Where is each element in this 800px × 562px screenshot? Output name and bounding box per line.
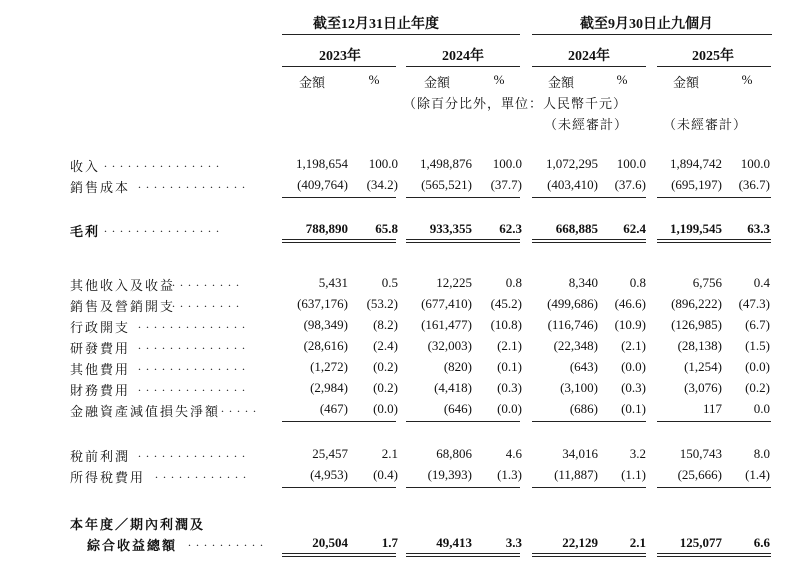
cell-admin-expenses-9m2025-pct: (6.7) [745,317,770,332]
cell-profit-before-tax-2024-amount: 68,806 [436,446,472,461]
cell-gross-profit-2023-pct: 65.8 [375,221,398,236]
year-rule-2024 [406,66,520,67]
cell-income-tax-2023-amount: (4,953) [310,467,348,482]
cell-finance-costs-2024-amount: (4,418) [434,380,472,395]
year-header-2025-nine-months: 2025年 [692,49,734,64]
cell-other-expenses-9m2024-amount: (643) [569,359,598,374]
cell-impairment-losses-2023-amount: (467) [319,401,348,416]
year-header-2024-nine-months: 2024年 [568,49,610,64]
cell-revenue-2023-amount: 1,198,654 [296,156,348,171]
leader-dots: .............. [138,177,250,191]
row-label-gross-profit: 毛利 [70,224,101,239]
leader-dots: .............. [138,446,250,460]
cell-finance-costs-9m2024-amount: (3,100) [560,380,598,395]
cell-gross-profit-9m2025-amount: 1,199,545 [670,221,722,236]
cell-other-income-9m2024-pct: 0.8 [629,275,646,290]
cell-admin-expenses-9m2024-pct: (10.9) [614,317,646,332]
subtotal-rule [657,421,771,422]
leader-dots: .............. [138,359,250,373]
cell-finance-costs-2024-pct: (0.3) [497,380,522,395]
cell-admin-expenses-2023-pct: (8.2) [373,317,398,332]
leader-dots: ......... [172,275,244,289]
unaudited-note: （未經審計） [663,117,748,132]
cell-finance-costs-9m2024-pct: (0.3) [621,380,646,395]
cell-finance-costs-2023-pct: (0.2) [373,380,398,395]
leader-dots: ............ [155,467,251,481]
cell-selling-expenses-9m2024-amount: (499,686) [547,296,598,311]
total-double-rule [406,239,520,243]
cell-finance-costs-9m2025-amount: (3,076) [684,380,722,395]
cell-rnd-expenses-2023-pct: (2.4) [373,338,398,353]
row-label-income-tax: 所得稅費用 [70,470,146,485]
cell-revenue-9m2024-amount: 1,072,295 [546,156,598,171]
cell-selling-expenses-2023-amount: (637,176) [297,296,348,311]
row-label-rnd-expenses: 研發費用 [70,341,131,356]
col-header-pct: % [741,72,753,87]
total-double-rule [532,553,646,557]
cell-revenue-2024-pct: 100.0 [492,156,522,171]
cell-other-expenses-9m2025-amount: (1,254) [684,359,722,374]
cell-impairment-losses-2023-pct: (0.0) [373,401,398,416]
cell-selling-expenses-2024-amount: (677,410) [421,296,472,311]
cell-gross-profit-9m2024-amount: 668,885 [555,221,598,236]
cell-total-income-2024-pct: 3.3 [505,535,522,550]
total-double-rule [406,553,520,557]
cell-finance-costs-2023-amount: (2,984) [310,380,348,395]
total-double-rule [657,553,771,557]
cell-cost-of-sales-2023-amount: (409,764) [297,177,348,192]
cell-income-tax-9m2025-amount: (25,666) [677,467,722,482]
leader-dots: ............... [104,156,224,170]
cell-impairment-losses-2024-amount: (646) [443,401,472,416]
cell-revenue-2024-amount: 1,498,876 [420,156,472,171]
cell-selling-expenses-9m2025-amount: (896,222) [671,296,722,311]
cell-selling-expenses-2024-pct: (45.2) [490,296,522,311]
leader-dots: .......... [188,535,268,549]
cell-revenue-9m2024-pct: 100.0 [616,156,646,171]
cell-total-income-9m2025-amount: 125,077 [679,535,722,550]
cell-gross-profit-2024-amount: 933,355 [429,221,472,236]
row-label-other-expenses: 其他費用 [70,362,131,377]
cell-income-tax-2023-pct: (0.4) [373,467,398,482]
leader-dots: ......... [172,296,244,310]
group-rule-nine-months [532,34,772,35]
total-double-rule [657,239,771,243]
subtotal-rule [532,197,646,198]
leader-dots: ..... [221,401,261,415]
year-rule-2024-nine-months [532,66,646,67]
row-label-other-income: 其他收入及收益 [70,278,176,293]
cell-gross-profit-2023-amount: 788,890 [305,221,348,236]
cell-impairment-losses-9m2025-amount: 117 [702,401,722,416]
cell-rnd-expenses-9m2024-pct: (2.1) [621,338,646,353]
cell-income-tax-9m2024-pct: (1.1) [621,467,646,482]
row-label-profit-line1: 本年度／期內利潤及 [70,517,206,532]
cell-other-expenses-2023-pct: (0.2) [373,359,398,374]
cell-rnd-expenses-9m2025-pct: (1.5) [745,338,770,353]
row-label-total-comprehensive-income: 綜合收益總額 [87,538,178,553]
row-label-selling-expenses: 銷售及營銷開支 [70,299,176,314]
cell-selling-expenses-2023-pct: (53.2) [366,296,398,311]
cell-impairment-losses-9m2025-pct: 0.0 [753,401,770,416]
subtotal-rule [657,197,771,198]
cell-revenue-9m2025-pct: 100.0 [740,156,770,171]
row-label-revenue: 收入 [70,159,101,174]
row-label-admin-expenses: 行政開支 [70,320,131,335]
cell-total-income-9m2024-amount: 22,129 [562,535,598,550]
cell-rnd-expenses-9m2024-amount: (22,348) [553,338,598,353]
cell-admin-expenses-9m2025-amount: (126,985) [671,317,722,332]
year-rule-2023 [282,66,396,67]
total-double-rule [282,553,396,557]
cell-gross-profit-9m2024-pct: 62.4 [623,221,646,236]
group-title-fiscal-year: 截至12月31日止年度 [313,17,439,32]
cell-other-expenses-2024-amount: (820) [443,359,472,374]
cell-other-expenses-2023-amount: (1,272) [310,359,348,374]
total-double-rule [282,239,396,243]
group-title-nine-months: 截至9月30日止九個月 [580,17,713,32]
subtotal-rule [406,421,520,422]
col-header-pct: % [616,72,628,87]
col-header-pct: % [493,72,505,87]
cell-profit-before-tax-9m2025-pct: 8.0 [753,446,770,461]
cell-profit-before-tax-2023-amount: 25,457 [312,446,348,461]
cell-admin-expenses-2023-amount: (98,349) [303,317,348,332]
leader-dots: .............. [138,317,250,331]
row-label-cost-of-sales: 銷售成本 [70,180,131,195]
cell-cost-of-sales-9m2025-pct: (36.7) [738,177,770,192]
cell-total-income-2024-amount: 49,413 [436,535,472,550]
cell-cost-of-sales-9m2025-amount: (695,197) [671,177,722,192]
subtotal-rule [532,421,646,422]
cell-other-expenses-2024-pct: (0.1) [497,359,522,374]
cell-selling-expenses-9m2025-pct: (47.3) [738,296,770,311]
cell-profit-before-tax-9m2024-pct: 3.2 [629,446,646,461]
cell-profit-before-tax-2024-pct: 4.6 [505,446,522,461]
col-header-amount: 金額 [672,75,699,90]
col-header-amount: 金額 [298,75,325,90]
cell-rnd-expenses-2023-amount: (28,616) [303,338,348,353]
cell-finance-costs-9m2025-pct: (0.2) [745,380,770,395]
cell-cost-of-sales-9m2024-amount: (403,410) [547,177,598,192]
cell-total-income-9m2024-pct: 2.1 [629,535,646,550]
cell-rnd-expenses-2024-pct: (2.1) [497,338,522,353]
cell-other-income-2023-amount: 5,431 [318,275,348,290]
cell-profit-before-tax-9m2024-amount: 34,016 [562,446,598,461]
unaudited-note: （未經審計） [544,117,629,132]
cell-cost-of-sales-2024-pct: (37.7) [490,177,522,192]
cell-profit-before-tax-9m2025-amount: 150,743 [679,446,722,461]
year-header-2024: 2024年 [442,49,484,64]
cell-admin-expenses-9m2024-amount: (116,746) [547,317,598,332]
col-header-amount: 金額 [547,75,574,90]
cell-impairment-losses-2024-pct: (0.0) [497,401,522,416]
cell-income-tax-9m2025-pct: (1.4) [745,467,770,482]
cell-gross-profit-9m2025-pct: 63.3 [747,221,770,236]
total-double-rule [532,239,646,243]
cell-revenue-9m2025-amount: 1,894,742 [670,156,722,171]
cell-total-income-2023-pct: 1.7 [381,535,398,550]
leader-dots: .............. [138,380,250,394]
cell-cost-of-sales-9m2024-pct: (37.6) [614,177,646,192]
cell-impairment-losses-9m2024-pct: (0.1) [621,401,646,416]
cell-rnd-expenses-2024-amount: (32,003) [427,338,472,353]
cell-other-expenses-9m2024-pct: (0.0) [621,359,646,374]
cell-impairment-losses-9m2024-amount: (686) [569,401,598,416]
subtotal-rule [406,197,520,198]
row-label-impairment-losses: 金融資產減值損失淨額 [70,404,221,419]
cell-other-income-9m2025-amount: 6,756 [692,275,722,290]
cell-income-tax-9m2024-amount: (11,887) [554,467,598,482]
cell-total-income-9m2025-pct: 6.6 [753,535,770,550]
cell-revenue-2023-pct: 100.0 [368,156,398,171]
row-label-profit-before-tax: 稅前利潤 [70,449,131,464]
cell-other-expenses-9m2025-pct: (0.0) [745,359,770,374]
cell-other-income-2024-amount: 12,225 [436,275,472,290]
cell-other-income-9m2025-pct: 0.4 [753,275,770,290]
subtotal-rule [282,197,396,198]
col-header-pct: % [368,72,380,87]
leader-dots: .............. [138,338,250,352]
cell-other-income-9m2024-amount: 8,340 [568,275,598,290]
unit-note: （除百分比外，單位：人民幣千元） [403,96,628,111]
leader-dots: ............... [104,221,224,235]
subtotal-rule [657,487,771,488]
subtotal-rule [406,487,520,488]
cell-cost-of-sales-2023-pct: (34.2) [366,177,398,192]
cell-admin-expenses-2024-amount: (161,477) [421,317,472,332]
cell-cost-of-sales-2024-amount: (565,521) [421,177,472,192]
subtotal-rule [532,487,646,488]
cell-total-income-2023-amount: 20,504 [312,535,348,550]
col-header-amount: 金額 [423,75,450,90]
subtotal-rule [282,421,396,422]
year-rule-2025-nine-months [657,66,771,67]
cell-profit-before-tax-2023-pct: 2.1 [381,446,398,461]
cell-admin-expenses-2024-pct: (10.8) [490,317,522,332]
cell-other-income-2023-pct: 0.5 [381,275,398,290]
cell-other-income-2024-pct: 0.8 [505,275,522,290]
row-label-finance-costs: 財務費用 [70,383,131,398]
cell-rnd-expenses-9m2025-amount: (28,138) [677,338,722,353]
cell-income-tax-2024-pct: (1.3) [497,467,522,482]
subtotal-rule [282,487,396,488]
year-header-2023: 2023年 [319,49,361,64]
cell-income-tax-2024-amount: (19,393) [427,467,472,482]
cell-selling-expenses-9m2024-pct: (46.6) [614,296,646,311]
group-rule-fiscal-year [282,34,520,35]
cell-gross-profit-2024-pct: 62.3 [499,221,522,236]
